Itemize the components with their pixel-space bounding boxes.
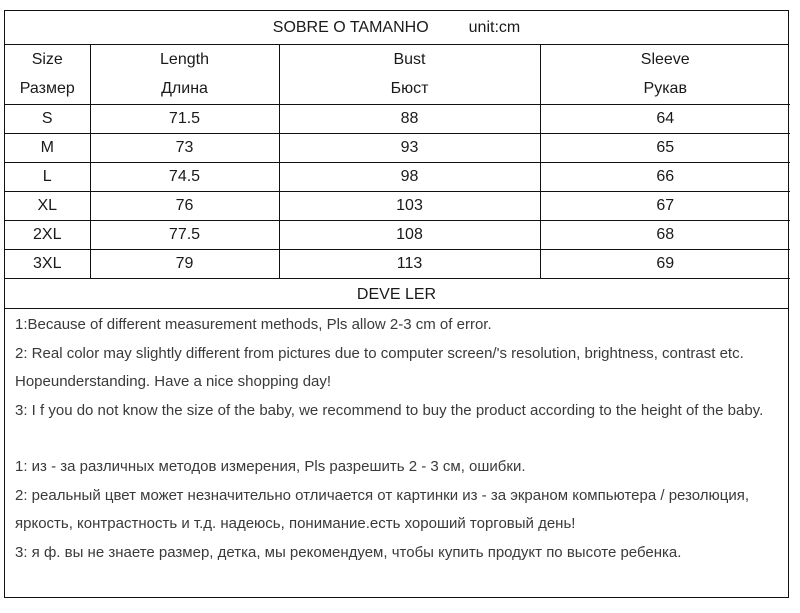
header-length-ru: Длина xyxy=(161,80,208,98)
cell-length: 76 xyxy=(90,191,279,220)
cell-bust: 98 xyxy=(279,162,540,191)
header-bust-ru: Бюст xyxy=(390,80,429,98)
cell-length: 73 xyxy=(90,133,279,162)
notes-spacer xyxy=(15,425,785,453)
cell-bust: 93 xyxy=(279,133,540,162)
note-en-3: 3: I f you do not know the size of the baby, we recommend to buy the product according to the height of the baby. xyxy=(15,401,764,419)
header-size-en: Size xyxy=(31,51,63,69)
title-text: SOBRE O TAMANHO xyxy=(272,18,429,36)
cell-length: 74.5 xyxy=(90,162,279,191)
cell-length: 71.5 xyxy=(90,104,279,133)
header-sleeve-ru: Рукав xyxy=(643,80,687,98)
cell-length: 77.5 xyxy=(90,220,279,249)
cell-sleeve: 69 xyxy=(540,249,790,278)
header-size xyxy=(5,45,90,104)
cell-size: XL xyxy=(5,191,90,220)
note-en-1: 1:Because of different measurement methods, Pls allow 2-3 cm of error. xyxy=(15,316,492,333)
cell-bust: 113 xyxy=(279,249,540,278)
table-row xyxy=(5,249,790,278)
cell-size: 3XL xyxy=(5,249,90,278)
table-row xyxy=(5,191,790,220)
header-size-ru: Размер xyxy=(19,80,75,98)
header-length xyxy=(90,45,279,104)
cell-sleeve: 64 xyxy=(540,104,790,133)
header-bust-en: Bust xyxy=(393,51,426,69)
size-chart-title xyxy=(5,11,788,45)
cell-size: L xyxy=(5,162,90,191)
header-length-en: Length xyxy=(160,51,209,69)
table-row xyxy=(5,104,790,133)
header-sleeve-en: Sleeve xyxy=(640,51,690,69)
cell-size: 2XL xyxy=(5,220,90,249)
size-table xyxy=(5,45,790,279)
header-sleeve xyxy=(540,45,790,104)
note-ru-2: 2: реальный цвет может незначительно отличается от картинки из - за экраном компьютера / резолюция, яркость, контрастность и т.д. надеюсь, понимание.есть хороший торговый день! xyxy=(15,486,750,532)
cell-bust: 88 xyxy=(279,104,540,133)
note-ru-3: 3: я ф. вы не знаете размер, детка, мы рекомендуем, чтобы купить продукт по высоте ребенка. xyxy=(15,543,682,561)
note-ru-1: 1: из - за различных методов измерения, Pls разрешить 2 - 3 см, ошибки. xyxy=(15,458,526,475)
cell-sleeve: 68 xyxy=(540,220,790,249)
header-bust xyxy=(279,45,540,104)
notes-heading: DEVE LER xyxy=(5,281,788,309)
table-row xyxy=(5,220,790,249)
note-en-2: 2: Real color may slightly different from pictures due to computer screen/'s resolution, brightness, contrast etc. Hopeunderstanding. Have a nice shopping day! xyxy=(15,344,744,390)
unit-label: unit:cm xyxy=(468,18,521,36)
cell-sleeve: 65 xyxy=(540,133,790,162)
cell-bust: 108 xyxy=(279,220,540,249)
cell-sleeve: 67 xyxy=(540,191,790,220)
table-row xyxy=(5,162,790,191)
cell-size: S xyxy=(5,104,90,133)
cell-size: M xyxy=(5,133,90,162)
size-chart-frame xyxy=(4,10,789,598)
notes-block xyxy=(15,311,785,567)
table-row xyxy=(5,133,790,162)
cell-sleeve: 66 xyxy=(540,162,790,191)
cell-bust: 103 xyxy=(279,191,540,220)
cell-length: 79 xyxy=(90,249,279,278)
table-header-row xyxy=(5,45,790,104)
